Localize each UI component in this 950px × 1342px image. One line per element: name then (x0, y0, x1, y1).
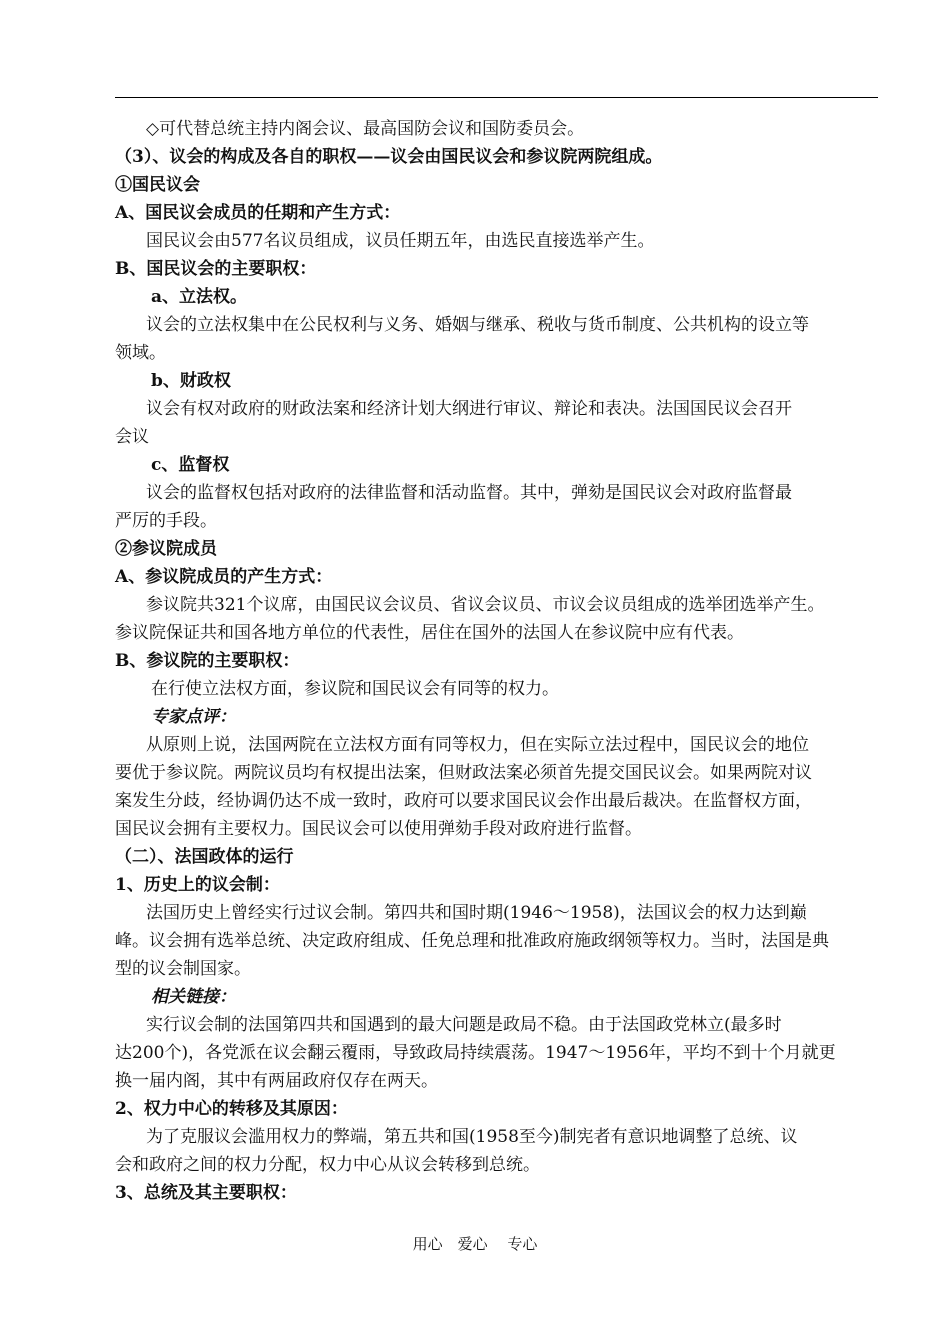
paragraph-line: 严厉的手段。 (115, 511, 217, 531)
paragraph-line: 案发生分歧，经协调仍达不成一致时，政府可以要求国民议会作出最后裁决。在监督权方面， (115, 791, 812, 811)
page-footer: 用心 爱心 专心 (412, 1235, 538, 1253)
paragraph-line: 达200个)，各党派在议会翻云覆雨，导致政局持续震荡。1947～1956年，平均不到十个月就更 (115, 1043, 836, 1063)
paragraph-line: 会和政府之间的权力分配，权力中心从议会转移到总统。 (115, 1155, 540, 1175)
paragraph-line: 法国历史上曾经实行过议会制。第四共和国时期(1946～1958)，法国议会的权力达到巅 (146, 903, 807, 923)
header-rule (115, 97, 878, 98)
section-heading: ②参议院成员 (115, 539, 217, 559)
paragraph-line: 领域。 (115, 343, 166, 363)
section-heading: （3）、议会的构成及各自的职权——议会由国民议会和参议院两院组成。 (115, 147, 663, 167)
paragraph-line: 实行议会制的法国第四共和国遇到的最大问题是政局不稳。由于法国政党林立(最多时 (146, 1015, 782, 1035)
list-item-heading: a、立法权。 (151, 287, 248, 307)
subheading: B、国民议会的主要职权： (115, 259, 317, 279)
paragraph-line: 要优于参议院。两院议员均有权提出法案，但财政法案必须首先提交国民议会。如果两院对议 (115, 763, 812, 783)
note-heading: 相关链接： (151, 987, 236, 1007)
section-heading: ①国民议会 (115, 175, 200, 195)
paragraph-line: 峰。议会拥有选举总统、决定政府组成、任免总理和批准政府施政纲领等权力。当时，法国是典 (115, 931, 829, 951)
text-line: ◇可代替总统主持内阁会议、最高国防会议和国防委员会。 (146, 119, 585, 139)
paragraph-line: 国民议会由577名议员组成，议员任期五年，由选民直接选举产生。 (146, 231, 655, 251)
paragraph-line: 换一届内阁，其中有两届政府仅存在两天。 (115, 1071, 438, 1091)
list-item-heading: c、监督权 (151, 455, 230, 475)
subheading: A、国民议会成员的任期和产生方式： (115, 203, 401, 223)
paragraph-line: 为了克服议会滥用权力的弊端，第五共和国(1958至今)制宪者有意识地调整了总统、议 (146, 1127, 798, 1147)
paragraph-line: 参议院保证共和国各地方单位的代表性，居住在国外的法国人在参议院中应有代表。 (115, 623, 744, 643)
subheading: B、参议院的主要职权： (115, 651, 300, 671)
subheading: 3、总统及其主要职权： (115, 1183, 297, 1203)
paragraph-line: 国民议会拥有主要权力。国民议会可以使用弹劾手段对政府进行监督。 (115, 819, 642, 839)
section-heading: （二）、法国政体的运行 (115, 847, 294, 867)
paragraph-line: 型的议会制国家。 (115, 959, 251, 979)
paragraph-line: 议会有权对政府的财政法案和经济计划大纲进行审议、辩论和表决。法国国民议会召开 (146, 399, 792, 419)
note-heading: 专家点评： (151, 707, 236, 727)
subheading: 2、权力中心的转移及其原因： (115, 1099, 348, 1119)
paragraph-line: 参议院共321个议席，由国民议会议员、省议会议员、市议会议员组成的选举团选举产生。 (146, 595, 825, 615)
paragraph-line: 从原则上说，法国两院在立法权方面有同等权力，但在实际立法过程中，国民议会的地位 (146, 735, 809, 755)
paragraph-line: 议会的监督权包括对政府的法律监督和活动监督。其中，弹劾是国民议会对政府监督最 (146, 483, 792, 503)
paragraph-line: 议会的立法权集中在公民权利与义务、婚姻与继承、税收与货币制度、公共机构的设立等 (146, 315, 809, 335)
paragraph-line: 会议 (115, 427, 149, 447)
list-item-heading: b、财政权 (151, 371, 231, 391)
subheading: 1、历史上的议会制： (115, 875, 280, 895)
paragraph-line: 在行使立法权方面，参议院和国民议会有同等的权力。 (151, 679, 559, 699)
subheading: A、参议院成员的产生方式： (115, 567, 333, 587)
